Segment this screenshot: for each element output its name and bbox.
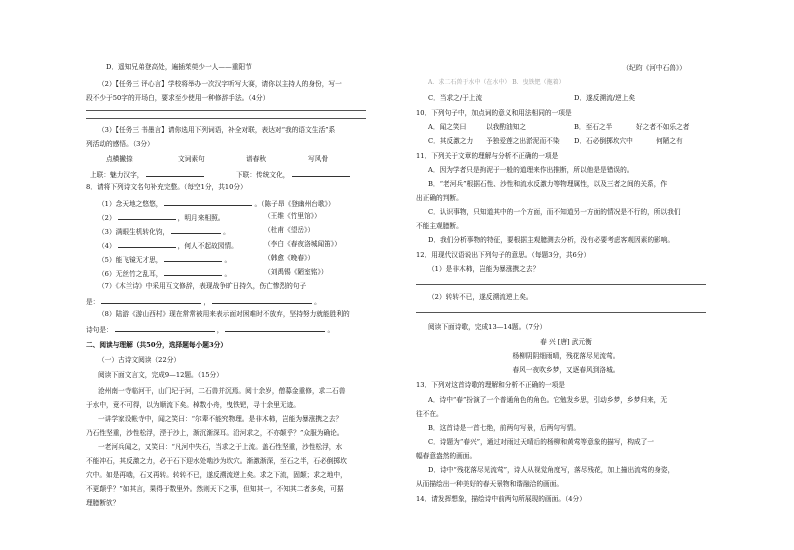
q8-source: （李白《春夜洛城闻笛》） [264,240,341,248]
passage-line: 乃石性坚重，沙性松浮，湮于沙上，渐沉渐深耳。沿河求之，不亦颠乎？”众服为确论。 [86,429,344,437]
q8-source: （王维《竹里馆》） [264,212,321,220]
q13-c: C．诗题为“春兴”，通过对雨过天晴后的杨柳和黄莺等意象的描写，构成了一 [428,438,654,446]
q8-source: （刘禹锡《陋室铭》） [264,268,328,276]
q9-option-d: D．遂反溯流/逆上矣 [574,94,636,102]
passage-line: 沧州南一寺临河干，山门圮于河，二石兽并沉焉。阅十余岁，僧募金重修，求二石兽 [98,387,346,395]
q13-a: A．诗中“春”扮演了一个普通角色的角色。它勉发乡思，引动乡梦，乡梦归来，无 [428,396,668,404]
q13-b: B．这首诗是一首七绝，前两句写景，后两句写情。 [428,424,581,432]
couplet-upper: 上联：魅力汉字， [90,170,206,179]
q8-source: （杜甫《望岳》） [264,226,315,234]
q10-d1: D．石必倒掷坎穴中 [574,137,633,145]
q11-a: A．因为学者只是拘泥于一般的道理来作出推断，所以他是是错误的。 [428,166,634,174]
couplet-word: 写风骨 [308,155,329,163]
q14-title: 14．请发挥想象，描绘诗中前两句所展现的画面。（4分） [416,495,586,503]
q12-item-1: （1）是非木柿，岂能为暴涨携之去？ [428,265,540,273]
q12-title: 12．用现代汉语说出下列句子的意思。（每题3分，共6分） [416,251,591,259]
section2-sub: （一）古诗文阅读（22分） [98,356,181,364]
q11-c-cont: 不能主观臆断。 [416,222,463,230]
q12-item-2: （2）转转不已，遂反溯流逆上矣。 [428,293,533,301]
q13-d: D．诗中“残花落尽见流莺”，诗人从视觉角度写，落尽残花，加上撞出流莺的身姿， [428,466,675,474]
q9-options-ab: A．求二石兽于水中（在水中） B．曳铁钯（拖着） [428,79,565,86]
task3-prompt-cont: 段不少于50字的开场白，要求至少使用一种修辞手法。（4分） [86,94,270,102]
q8-item-5: （5）能飞镜无才思， 。 [98,256,232,264]
attribution: （纪昀《河中石兽》） [622,64,686,72]
q10-b1: B．至石之半 [574,123,613,131]
task3-couplet-prompt: （3）【任务三 书墨言】请你选用下列词语，补全对联，表达对“我的语文生活”系 [98,126,336,134]
q8-item-2: （2） ，明月来相照。 [98,214,225,222]
option-d: D．遥知兄弟登高处，遍插茱萸少一人——重阳节 [106,63,252,71]
reading-instruction: 阅读下面文言文，完成9—12题。（15分） [98,371,223,379]
q11-c: C．认识事物，只知道其中的一个方面，而不知道另一方面的情况是不行的，所以我们 [428,208,681,216]
q10-c1: C．其反激之力 [428,137,474,145]
passage-line: 穴中。如是再啮，石又再转。转转不已，遂反溯流逆上矣。求之下流，固颠；求之地中， [86,471,347,479]
q10-a1: A．闻之笑曰 [428,123,467,131]
q8-source: （韩愈《晚春》） [264,254,315,262]
poem-instruction: 阅读下面诗歌，完成13—14题。（7分） [428,323,547,331]
q8-item-8: （8）陆游《游山西村》现在常常被用来表示面对困难时不放弃，坚持努力就能胜利的 [98,310,350,318]
couplet-lower: 下联：传统文化， [236,170,352,179]
task3-couplet-prompt-cont: 列活动的感悟。（3分） [86,140,154,148]
answer-line [86,110,366,111]
passage-line: 不更颠乎？”如其言，果得于数里外。然则天下之事，但知其一，不知其二者多矣，可据 [86,485,344,493]
poem-line: 杨柳阴阴细雨晴，残花落尽见流莺。 [512,352,620,360]
answer-line [416,312,706,313]
section2-title: 二、阅读与理解（共50分，选择题每小题3分） [86,341,228,349]
passage-line: 于水中，竟不可得，以为顺流下矣。棹数小舟，曳铁钯，寻十余里无迹。 [86,401,300,409]
q10-b2: 好之者不如乐之者 [636,123,690,131]
q10-d2: 何陋之有 [656,137,683,145]
q13-d-cont: 从而描绘出一种美好的春天景物和谐融洽的画面。 [416,480,564,488]
q11-title: 11．下列关于文章的理解与分析不正确的一项是 [416,152,559,160]
q8-item-7: （7）《木兰诗》中采用互文修辞，表现战争旷日持久，伤亡惨烈的句子 [98,282,307,290]
task3-prompt: （2）【任务三 评心言】学校将举办一次汉字听写大赛，请你以主持人的身份，写一 [98,80,342,88]
q9-option-c: C．当求之/于上流 [428,94,483,102]
passage-line: 一讲学家设帐寺中，闻之笑曰：“尔辈不能究物理。是非木柿，岂能为暴涨携之去？ [98,415,343,423]
q8-title: 8．请将下列诗文名句补充完整。（每空1分，共10分） [86,183,247,191]
q13-c-cont: 幅春意盎然的画面。 [416,452,477,460]
q13-title: 13．下列对这首诗歌的理解和分析不正确的一项是 [416,381,565,389]
q8-item-7-answer: 是： ， 。 [86,298,321,306]
q10-c2: 予独爱莲之出淤泥而不染 [486,137,560,145]
passage-line: 不能冲石，其反激之力，必于石下迎水处啮沙为坎穴。渐激渐深，至石之半，石必倒掷坎 [86,457,347,465]
q11-d: D．我们分析事物的特征，要根据主观臆测去分析，没有必要考虑客观因素的影响。 [428,236,675,244]
q8-item-3: （3）满眼生机转化钧， 。 [98,228,230,236]
passage-line: 一老河兵闻之，又笑曰：“凡河中失石，当求之于上流。盖石性坚重，沙性松浮，水 [98,443,343,451]
couplet-word: 文词素句 [178,155,205,163]
answer-line [86,118,366,119]
q8-item-4: （4） ，何人不起故园情。 [98,242,238,250]
passage-line: 理臆断欤？ [86,499,120,507]
q10-a2: 以我酌油知之 [486,123,527,131]
couplet-word: 谱春秋 [246,155,267,163]
couplet-word: 点横撇捺 [106,155,133,163]
q13-a-cont: 往不在。 [416,410,443,418]
q8-item-8-answer: 诗句是： ， 。 [86,326,335,334]
poem-line: 春风一夜吹乡梦，又逐春风到洛城。 [512,366,620,374]
q8-item-6: （6）无丝竹之乱耳， 。 [98,270,232,278]
answer-line [416,284,706,285]
q11-b-cont: 出正确的判断。 [416,194,463,202]
q11-b: B．“老河兵”根据石性、沙性和流水反激力等物理属性，以及三者之间的关系，作 [428,180,668,188]
q10-title: 10．下列句子中，加点词的意义和用法相同的一项是 [416,109,572,117]
q8-item-1: （1）念天地之悠悠， 。（陈子昂《登幽州台歌》） [98,200,335,208]
poem-title: 春 兴 [唐] 武元衡 [540,338,592,346]
